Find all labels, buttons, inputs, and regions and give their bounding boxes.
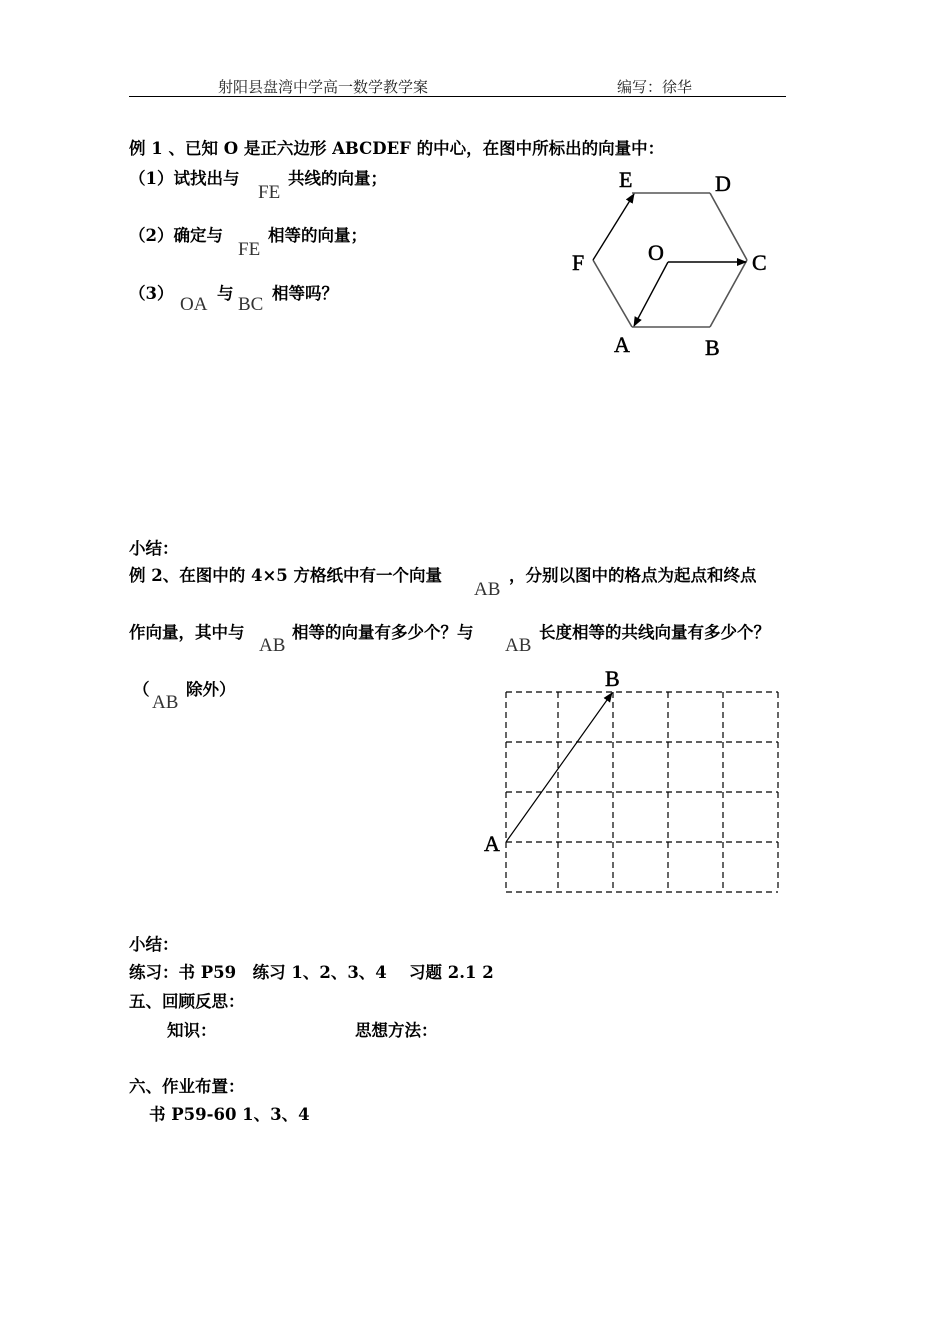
grid-label-b: B (605, 666, 620, 691)
example1-q1-suffix: 共线的向量； (288, 169, 387, 188)
example2-line2-mid: 相等的向量有多少个？与 (292, 623, 474, 642)
vector-fe-arrow (593, 194, 634, 260)
example2-line1-prefix: 例 2、在图中的 4×5 方格纸中有一个向量 (129, 566, 443, 585)
practice-line: 练习：书 P59 练习 1、2、3、4 习题 2.1 2 (129, 963, 494, 982)
section6-content: 书 P59-60 1、3、4 (149, 1105, 310, 1124)
example2-line1-vector: AB (474, 579, 501, 600)
example2-line2-vector1: AB (259, 635, 286, 656)
hex-label-c: C (752, 250, 767, 275)
example1-q2-vector: FE (238, 239, 261, 260)
example2-line2-vector2: AB (505, 635, 532, 656)
hex-label-d: D (715, 171, 731, 196)
example1-q1-prefix: （1）试找出与 (129, 169, 240, 188)
header-rule (129, 96, 786, 97)
section5-knowledge: 知识： (167, 1021, 217, 1040)
hex-side-fa (593, 260, 632, 327)
example1-q3-vector-bc: BC (238, 294, 264, 315)
grid-figure (480, 662, 785, 897)
hex-label-e: E (619, 167, 633, 192)
example2-line3-prefix: （ (133, 680, 150, 699)
grid-label-a: A (484, 831, 500, 856)
hex-side-cb (710, 260, 747, 327)
example1-q3-prefix: （3） (129, 284, 174, 303)
hex-side-dc (710, 193, 747, 260)
vector-ab-arrow (506, 693, 612, 842)
example1-q3-suffix: 相等吗？ (272, 284, 338, 303)
section6-title: 六、作业布置： (129, 1077, 245, 1096)
example2-line3-suffix: 除外） (186, 680, 236, 699)
example1-q3-vector-oa: OA (180, 294, 208, 315)
example2-line2-suffix: 长度相等的共线向量有多少个？ (539, 623, 770, 642)
example1-q2-prefix: （2）确定与 (129, 226, 223, 245)
hex-label-f: F (572, 250, 585, 275)
summary2-label: 小结： (129, 935, 179, 954)
header-author: 编写：徐华 (617, 78, 693, 96)
summary1-label: 小结： (129, 539, 179, 558)
example2-line1-suffix: ，分别以图中的格点为起点和终点 (509, 566, 757, 585)
hex-label-b: B (705, 335, 720, 360)
example1-q3-mid: 与 (217, 284, 234, 303)
section5-method: 思想方法： (355, 1021, 438, 1040)
vector-oa-arrow (634, 262, 668, 326)
hex-label-o: O (648, 240, 664, 265)
hexagon-figure (560, 160, 780, 365)
grid-lines (506, 692, 778, 892)
example1-intro: 例 1 、已知 O 是正六边形 ABCDEF 的中心，在图中所标出的向量中： (129, 139, 665, 158)
example1-q2-suffix: 相等的向量； (268, 226, 367, 245)
hex-label-a: A (614, 332, 630, 357)
section5-title: 五、回顾反思： (129, 992, 245, 1011)
example2-line2-prefix: 作向量，其中与 (129, 623, 245, 642)
header-school: 射阳县盘湾中学高一数学教学案 (218, 78, 429, 96)
example1-q1-vector: FE (258, 182, 281, 203)
example2-line3-vector: AB (152, 692, 179, 713)
